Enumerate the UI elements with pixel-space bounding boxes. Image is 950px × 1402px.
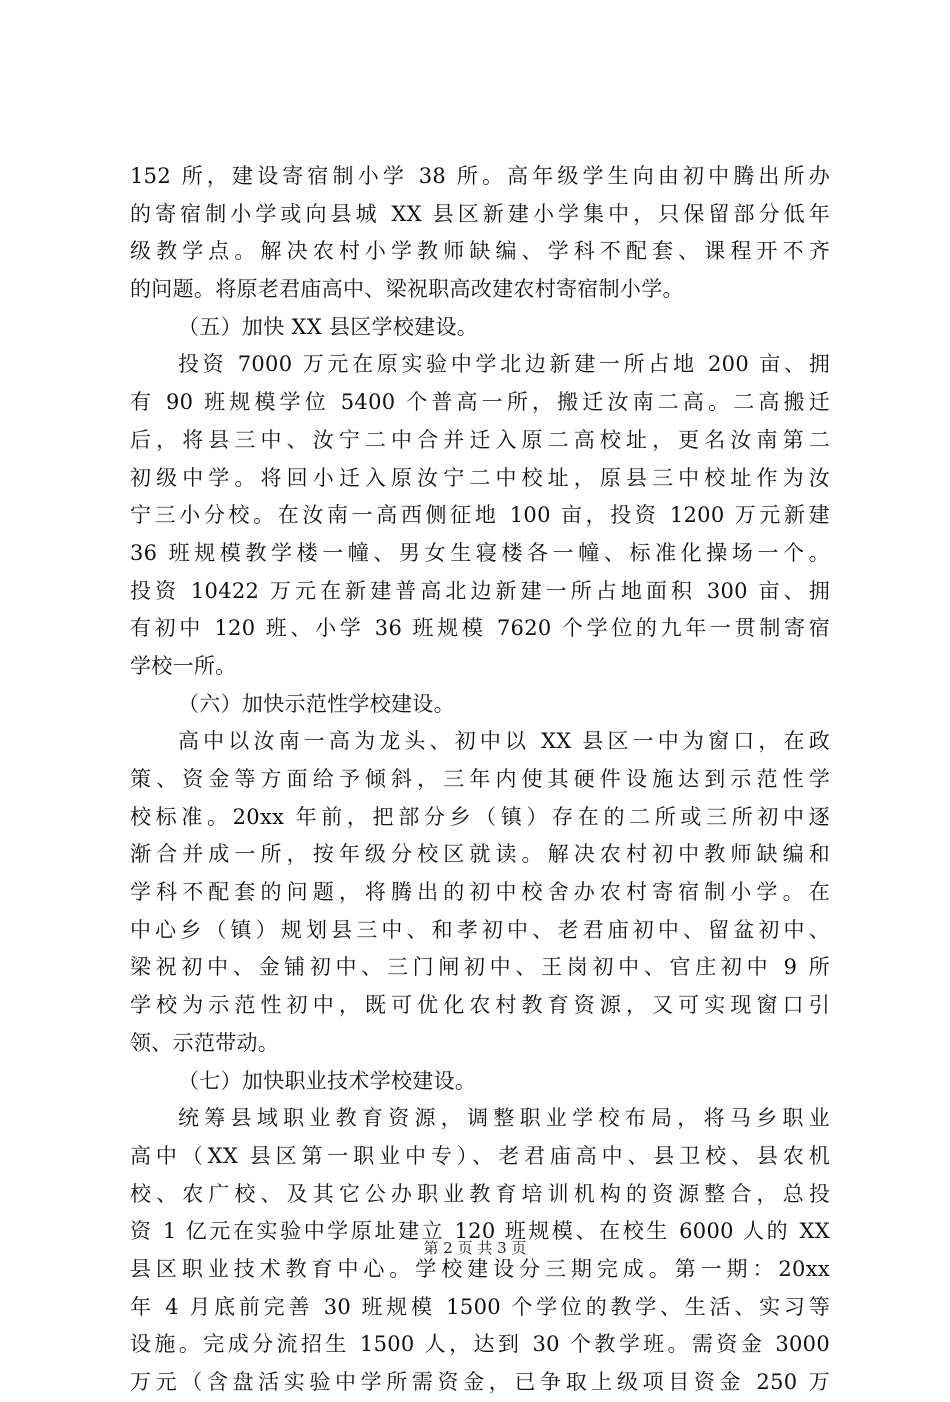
text-line: 高中（XX 县区第一职业中专）、老君庙高中、县卫校、县农机 [130,1143,830,1168]
text-line: 投资 7000 万元在原实验中学北边新建一所占地 200 亩、拥 [178,352,830,377]
text-line: 学校为示范性初中，既可优化农村教育资源，又可实现窗口引 [130,993,830,1018]
section-heading: （七）加快职业技术学校建设。 [178,1068,477,1093]
text-line: 县区职业技术教育中心。学校建设分三期完成。第一期：20xx [130,1256,830,1281]
text-line: 学校一所。 [130,653,237,678]
text-line: 152 所，建设寄宿制小学 38 所。高年级学生向由初中腾出所办 [130,164,830,188]
text-line: 投资 10422 万元在新建普高北边新建一所占地面积 300 亩、拥 [130,578,830,603]
text-line: 有初中 120 班、小学 36 班规模 7620 个学位的九年一贯制寄宿 [130,616,830,641]
text-line: 后，将县三中、汝宁二中合并迁入原二高校址，更名汝南第二 [130,427,830,452]
text-line: 资 1 亿元在实验中学原址建立 120 班规模、在校生 6000 人的 XX [130,1219,830,1244]
text-line: 学科不配套的问题，将腾出的初中校舍办农村寄宿制小学。在 [130,880,830,905]
text-line: 领、示范带动。 [130,1030,280,1055]
page-number-footer: 第 2 页 共 3 页 [423,1239,527,1257]
text-line: 有 90 班规模学位 5400 个普高一所，搬迁汝南二高。二高搬迁 [130,390,830,415]
text-line: 的问题。将原老君庙高中、梁祝职高改建农村寄宿制小学。 [130,277,684,302]
text-line: 级教学点。解决农村小学教师缺编、学科不配套、课程开不齐 [130,239,830,264]
section-heading: （五）加快 XX 县区学校建设。 [178,314,479,339]
text-line: 的寄宿制小学或向县城 XX 县区新建小学集中，只保留部分低年 [130,201,830,226]
text-line: 校标准。20xx 年前，把部分乡（镇）存在的二所或三所初中逐 [130,804,830,829]
text-line: 设施。完成分流招生 1500 人，达到 30 个教学班。需资金 3000 [130,1332,830,1357]
text-line: 年 4 月底前完善 30 班规模 1500 个学位的教学、生活、实习等 [130,1294,830,1319]
text-line: 万元（含盘活实验中学所需资金，已争取上级项目资金 250 万 [130,1370,830,1394]
text-line: 36 班规模教学楼一幢、男女生寝楼各一幢、标准化操场一个。 [130,540,830,565]
text-line: 梁祝初中、金铺初中、三门闸初中、王岗初中、官庄初中 9 所 [130,955,830,980]
text-line: 渐合并成一所，按年级分校区就读。解决农村初中教师缺编和 [130,842,830,867]
text-line: 中心乡（镇）规划县三中、和孝初中、老君庙初中、留盆初中、 [130,917,830,942]
text-line: 策、资金等方面给予倾斜，三年内使其硬件设施达到示范性学 [130,767,830,791]
text-line: 宁三小分校。在汝南一高西侧征地 100 亩，投资 1200 万元新建 [130,503,830,528]
body-text [130,158,830,1402]
text-line: 初级中学。将回小迁入原汝宁二中校址，原县三中校址作为汝 [130,465,830,490]
text-line: 高中以汝南一高为龙头、初中以 XX 县区一中为窗口，在政 [178,729,830,754]
text-line: 校、农广校、及其它公办职业教育培训机构的资源整合，总投 [130,1181,830,1206]
text-line: 统筹县域职业教育资源，调整职业学校布局，将马乡职业 [178,1106,830,1131]
section-heading: （六）加快示范性学校建设。 [178,691,455,716]
